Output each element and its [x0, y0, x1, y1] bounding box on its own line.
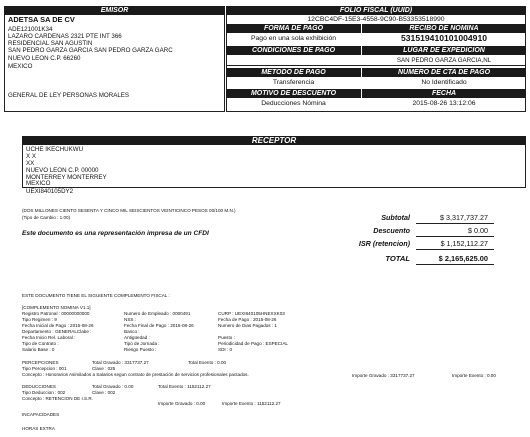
emisor-city: SAN PEDRO GARZA GARCIA SAN PEDRO GARZA GARC [8, 47, 173, 54]
percepciones-importe-exento: Importe Exento : 0.00 [452, 373, 496, 378]
horas-extra-title: HORAS EXTRA [22, 426, 55, 431]
receptor-rfc: UEXI840105DY2 [26, 188, 74, 195]
emisor-name: ADETSA SA DE CV [8, 15, 75, 24]
comp-c1-r6: Tipo de Contrato : [22, 341, 59, 346]
isr-label: ISR (retencion) [358, 239, 410, 248]
comp-c3-r3: Numero de Dias Pagados : 1 [218, 323, 277, 328]
comp-c3-r2: Fecha de Pago : 2015-08-26 [218, 317, 277, 322]
folio-uuid: 12CBC4DF-15E3-4558-9C90-B53353518990 [307, 16, 445, 23]
fiscal-divider [226, 65, 526, 66]
comp-c2-r1: Numero de Empleado : 0000491 [124, 311, 191, 316]
tipo-cambio: (Tipo de Cambio : 1.00) [22, 215, 71, 220]
emisor-street: LAZARO CARDENAS 2321 PTE INT 366 [8, 33, 122, 40]
deducciones-importe-gravado: Importe Gravado : 0.00 [158, 401, 206, 406]
deducciones-total-gravado: Total Gravado : 0.00 [92, 384, 134, 389]
total-value: $ 2,165,625.00 [438, 254, 488, 263]
forma-pago-header: FORMA DE PAGO [226, 24, 361, 33]
comp-c2-r2: NSS : [124, 317, 136, 322]
motivo-header: MOTIVO DE DESCUENTO [226, 89, 361, 98]
emisor-country: MEXICO [8, 63, 33, 70]
descuento-value: $ 0.00 [468, 226, 488, 235]
lugar-header: LUGAR DE EXPEDICION [362, 46, 526, 55]
emisor-rfc: ADE121001K34 [8, 26, 53, 33]
receptor-line-2: X X [26, 153, 36, 160]
comp-c3-r7: SDI : 0 [218, 347, 233, 352]
comp-c3-r1: CURP : UEXI840105HNEXXK03 [218, 311, 285, 316]
descuento-rule [416, 236, 494, 237]
metodo-header: METODO DE PAGO [226, 68, 361, 77]
comp-c1-r5: Fecha Inicio Rel. Laboral : [22, 335, 76, 340]
deducciones-clave: Clave : 002 [92, 390, 116, 395]
percepciones-tipo: Tipo Percepcion : 001 [22, 366, 67, 371]
receptor-city: MONTERREY MONTERREY [26, 174, 107, 181]
percepciones-total-gravado: Total Gravado : 3317737.27 [92, 360, 149, 365]
motivo-value: Deducciones Nómina [261, 100, 326, 107]
emisor-regimen: GENERAL DE LEY PERSONAS MORALES [8, 92, 130, 99]
receptor-line-3: XX [26, 160, 35, 167]
comp-c2-r7: Riesgo Puesto : [124, 347, 157, 352]
comp-c1-r2: Tipo Regimen : 9 [22, 317, 57, 322]
comp-c1-r7: Salario Base : 0 [22, 347, 55, 352]
emisor-colonia: RESIDENCIAL SAN AGUSTIN [8, 40, 93, 47]
comp-c3-r5: Puesto : [218, 335, 235, 340]
subtotal-value: $ 3,317,737.27 [440, 213, 488, 222]
cuenta-value: No Identificado [421, 79, 467, 86]
incapacidades-title: INCAPACIDADES [22, 412, 60, 417]
descuento-label: Descuento [373, 226, 410, 235]
receptor-name: UCHE IKECHUKWU [26, 146, 84, 153]
cfdi-note: Este documento es una representación impresa de un CFDI [22, 230, 209, 237]
comp-c1-r3: Fecha Inicial de Pago : 2015-08-26 [22, 323, 94, 328]
deducciones-concepto: Concepto : RETENCION DE I.S.R. [22, 396, 93, 401]
comp-c1-r1: Registro Patronal : 00000000000 [22, 311, 90, 316]
complemento-title: [COMPLEMENTO NOMINA V1.1] [22, 305, 91, 310]
comp-c2-r3: Fecha Final de Pago : 2015-08-26 [124, 323, 194, 328]
condiciones-header: CONDICIONES DE PAGO [226, 46, 361, 55]
percepciones-concepto: Concepto : Honorarios Asimilados a Salarios segun contrato de prestación de servicios profesionales pactados. [22, 372, 249, 377]
recibo-header: RECIBO DE NOMINA [362, 24, 526, 33]
forma-pago-value: Pago en una sola exhibición [250, 35, 337, 42]
comp-c1-r4: Departamento : GENERALClabe : [22, 329, 92, 334]
total-rule [416, 264, 494, 265]
isr-rule [416, 249, 494, 250]
deducciones-tipo: Tipo Deduccion : 002 [22, 390, 66, 395]
folio-header: FOLIO FISCAL (UUID) [226, 6, 526, 15]
deducciones-total-exento: Total Exento : 1152112.27 [158, 384, 211, 389]
total-label: TOTAL [385, 254, 410, 263]
receptor-state: NUEVO LEON C.P. 00000 [26, 167, 99, 174]
recibo-value: 531519410101004910 [400, 33, 488, 43]
fecha-value: 2015-08-26 13:12:06 [412, 100, 476, 107]
percepciones-clave: Clave : 025 [92, 366, 116, 371]
complemento-intro: ESTE DOCUMENTO TIENE EL SIGUIENTE COMPLEMENTO FISCAL : [22, 293, 170, 298]
lugar-value: SAN PEDRO GARZA GARCIA,NL [396, 57, 492, 64]
deducciones-importe-exento: Importe Exento : 1152112.27 [222, 401, 281, 406]
comp-c2-r6: Tipo de Jornada : [124, 341, 160, 346]
deducciones-title: DEDUCCIONES [22, 384, 56, 389]
metodo-value: Transferencia [272, 79, 315, 86]
percepciones-total-exento: Total Exento : 0.00 [188, 360, 227, 365]
receptor-header: RECEPTOR [22, 136, 526, 145]
emisor-header: EMISOR [4, 6, 225, 15]
percepciones-title: PERCEPCIONES [22, 360, 59, 365]
isr-value: $ 1,152,112.27 [440, 239, 488, 248]
subtotal-label: Subtotal [381, 213, 410, 222]
comp-c2-r5: Antigüedad : [124, 335, 150, 340]
percepciones-importe-gravado: Importe Gravado : 3317737.27 [352, 373, 415, 378]
subtotal-rule [416, 223, 494, 224]
comp-c3-r6: Periodicidad de Pago : ESPECIAL [218, 341, 288, 346]
amount-in-words: (DOS MILLONES CIENTO SESENTA Y CINCO MIL SEISCIENTOS VEINTICINCO PESOS 00/100 M.N.) [22, 208, 236, 213]
cuenta-header: NUMERO DE CTA DE PAGO [362, 68, 526, 77]
comp-c2-r4: Banco : [124, 329, 140, 334]
emisor-state: NUEVO LEON C.P. 66260 [8, 55, 81, 62]
fecha-header: FECHA [362, 89, 526, 98]
receptor-country: MEXICO [26, 180, 51, 187]
